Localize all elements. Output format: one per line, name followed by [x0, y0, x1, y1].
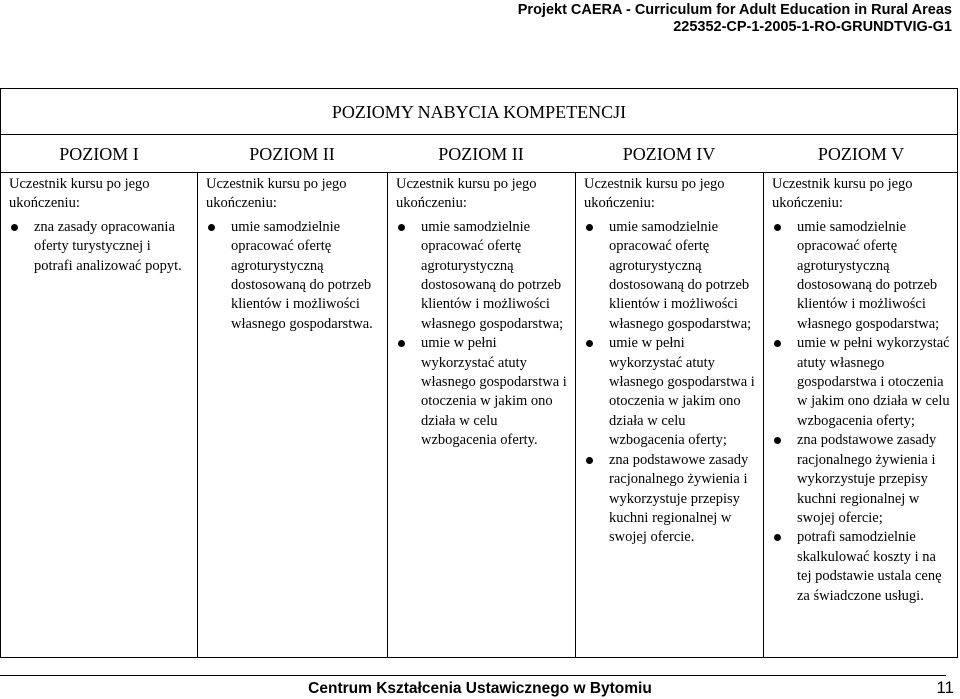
- header-project-code: 225352-CP-1-2005-1-RO-GRUNDTVIG-G1: [673, 19, 952, 35]
- list-item: zna podstawowe zasady racjonalnego żywienia i wykorzystuje przepisy kuchni regionalnej w swojej ofercie.: [584, 451, 757, 548]
- list-item: umie samodzielnie opracować ofertę agroturystyczną dostosowaną do potrzeb klientów i możliwości własnego gospodarstwa;: [772, 218, 953, 334]
- level-column-3: [387, 173, 575, 657]
- bullet-icon: [774, 340, 781, 347]
- level-header-4: POZIOM IV: [622, 144, 716, 164]
- bullet-icon: [11, 224, 18, 231]
- list-item: umie samodzielnie opracować ofertę agroturystyczną dostosowaną do potrzeb klientów i możliwości własnego gospodarstwa.: [206, 218, 381, 334]
- list-item: potrafi samodzielnie skalkulować koszty i na tej podstawie ustala cenę za świadczone usługi.: [772, 528, 953, 606]
- table-title: POZIOMY NABYCIA KOMPETENCJI: [1, 89, 957, 135]
- document-footer: [0, 675, 960, 699]
- bullet-icon: [774, 224, 781, 231]
- page-number: 11: [936, 678, 954, 697]
- column-intro: Uczestnik kursu po jego ukończeniu:: [584, 176, 725, 212]
- bullet-icon: [398, 224, 405, 231]
- list-item: zna zasady opracowania oferty turystycznej i potrafi analizować popyt.: [9, 218, 191, 276]
- list-item: umie w pełni wykorzystać atuty własnego gospodarstwa i otoczenia w jakim ono działa w celu wzbogacenia oferty;: [584, 334, 757, 450]
- bullet-icon: [586, 340, 593, 347]
- list-item: zna podstawowe zasady racjonalnego żywienia i wykorzystuje przepisy kuchni regionalnej w swojej ofercie;: [772, 431, 953, 528]
- list-item: umie w pełni wykorzystać atuty własnego gospodarstwa i otoczenia w jakim ono działa w celu wzbogacenia oferty;: [772, 334, 953, 431]
- bullet-icon: [774, 437, 781, 444]
- list-item: umie w pełni wykorzystać atuty własnego gospodarstwa i otoczenia w jakim ono działa w celu wzbogacenia oferty.: [396, 334, 569, 450]
- level-column-1: [1, 173, 197, 657]
- levels-row: [1, 135, 957, 173]
- level-column-5: [763, 173, 959, 657]
- competence-table: [0, 88, 958, 658]
- header-project-title: Projekt CAERA - Curriculum for Adult Education in Rural Areas: [517, 2, 952, 18]
- bullet-icon: [586, 457, 593, 464]
- column-intro: Uczestnik kursu po jego ukończeniu:: [772, 176, 913, 212]
- list-item: umie samodzielnie opracować ofertę agroturystyczną dostosowaną do potrzeb klientów i możliwości własnego gospodarstwa;: [584, 218, 757, 334]
- column-intro: Uczestnik kursu po jego ukończeniu:: [9, 176, 150, 212]
- level-header-1: POZIOM I: [59, 144, 139, 164]
- column-intro: Uczestnik kursu po jego ukończeniu:: [396, 176, 537, 212]
- level-column-4: [575, 173, 763, 657]
- document-header: [518, 2, 952, 36]
- competence-list: [396, 218, 569, 451]
- competence-list: [206, 218, 381, 334]
- level-header-3: POZIOM II: [438, 144, 524, 164]
- column-intro: Uczestnik kursu po jego ukończeniu:: [206, 176, 347, 212]
- competence-list: [584, 218, 757, 548]
- bullet-icon: [774, 534, 781, 541]
- list-item: umie samodzielnie opracować ofertę agroturystyczną dostosowaną do potrzeb klientów i możliwości własnego gospodarstwa;: [396, 218, 569, 334]
- level-header-2: POZIOM II: [249, 144, 335, 164]
- bullet-icon: [208, 224, 215, 231]
- bullet-icon: [586, 224, 593, 231]
- footer-institution: Centrum Kształcenia Ustawicznego w Bytomiu: [308, 680, 652, 697]
- level-header-5: POZIOM V: [817, 144, 905, 164]
- competence-list: [9, 218, 191, 276]
- competence-list: [772, 218, 953, 606]
- footer-divider: [0, 675, 946, 676]
- bullet-icon: [398, 340, 405, 347]
- level-column-2: [197, 173, 387, 657]
